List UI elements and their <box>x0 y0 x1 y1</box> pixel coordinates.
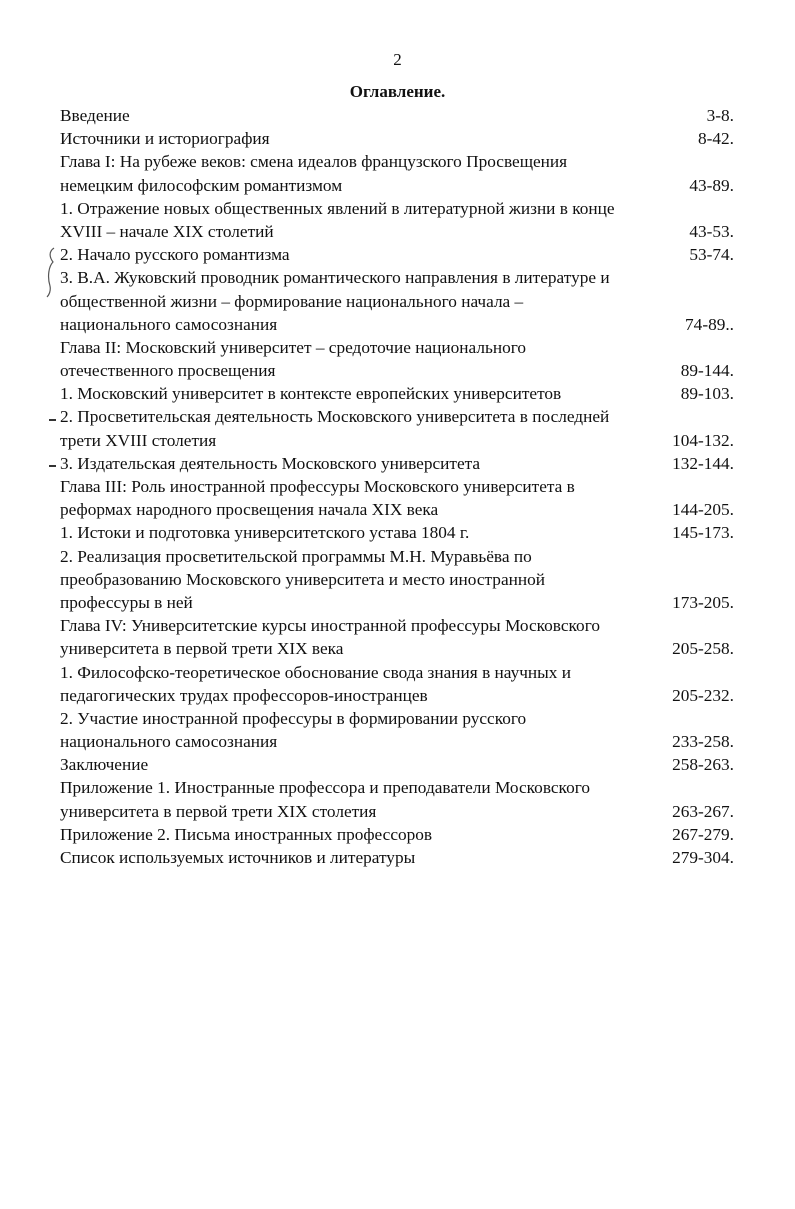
toc-entry-text: университета в первой трети XIX века <box>60 639 344 659</box>
toc-entry-text: Глава II: Московский университет – средоточие национального <box>60 337 527 357</box>
toc-line <box>60 174 734 197</box>
toc-entry-pages: 267-279. <box>672 824 734 844</box>
toc-entry-text: 2. Начало русского романтизма <box>60 245 290 265</box>
toc-line <box>60 591 734 614</box>
toc-entry-text: общественной жизни – формирование национального начала – <box>60 291 524 311</box>
toc-entry-text: XVIII – начале XIX столетий <box>60 221 274 241</box>
toc-entry-text: 2. Участие иностранной профессуры в формировании русского <box>60 708 527 728</box>
toc-entry-pages: 89-103. <box>680 384 734 404</box>
page-title: Оглавление. <box>349 82 446 101</box>
toc-entry-pages: 74-89.. <box>685 314 734 334</box>
toc-line <box>60 730 734 753</box>
toc-entry-text: немецким философским романтизмом <box>60 175 343 195</box>
toc-entry-text: 1. Философско-теоретическое обоснование свода знания в научных и <box>60 662 571 682</box>
table-of-contents <box>60 104 734 869</box>
toc-entry-pages: 132-144. <box>672 453 734 473</box>
toc-line <box>60 104 734 127</box>
toc-entry-text: национального самосознания <box>60 732 278 752</box>
toc-entry-pages: 43-89. <box>689 175 734 195</box>
toc-entry-pages: 43-53. <box>689 221 734 241</box>
toc-entry-pages: 258-263. <box>672 755 734 775</box>
toc-entry-text: педагогических трудах профессоров-иностранцев <box>60 685 428 705</box>
toc-line <box>60 684 734 707</box>
toc-line <box>60 776 734 799</box>
toc-entry-text: 3. В.А. Жуковский проводник романтического направления в литературе и <box>60 268 610 288</box>
page-number: 2 <box>393 50 402 69</box>
toc-entry-pages: 3-8. <box>706 106 734 125</box>
margin-dash-mark <box>49 465 56 467</box>
toc-line <box>60 846 734 869</box>
toc-line <box>60 521 734 544</box>
toc-entry-pages: 53-74. <box>689 245 734 265</box>
toc-entry-text: 2. Просветительская деятельность Московского университета в последней <box>60 407 610 427</box>
toc-line <box>60 336 734 359</box>
toc-entry-text: Глава IV: Университетские курсы иностранной профессуры Московского <box>60 616 600 636</box>
toc-line <box>60 150 734 173</box>
toc-entry-text: 1. Московский университет в контексте европейских университетов <box>60 384 562 404</box>
margin-dash-mark <box>49 419 56 421</box>
toc-entry-text: отечественного просвещения <box>60 361 276 381</box>
toc-entry-text: профессуры в ней <box>60 592 193 612</box>
toc-entry-pages: 279-304. <box>672 848 734 867</box>
toc-entry-pages: 8-42. <box>698 129 734 149</box>
toc-line <box>60 545 734 568</box>
toc-line <box>60 637 734 660</box>
toc-entry-text: Приложение 1. Иностранные профессора и преподаватели Московского <box>60 778 591 798</box>
toc-line <box>60 452 734 475</box>
toc-entry-pages: 145-173. <box>672 523 734 543</box>
toc-entry-text: Введение <box>60 106 130 125</box>
toc-line <box>60 800 734 823</box>
toc-entry-text: трети XVIII столетия <box>60 430 217 450</box>
toc-line <box>60 405 734 428</box>
toc-line <box>60 753 734 776</box>
toc-line <box>60 127 734 150</box>
toc-line <box>60 661 734 684</box>
toc-line <box>60 382 734 405</box>
toc-entry-pages: 233-258. <box>672 732 734 752</box>
toc-line <box>60 197 734 220</box>
toc-line <box>60 359 734 382</box>
toc-line <box>60 707 734 730</box>
toc-line <box>60 498 734 521</box>
toc-entry-text: Заключение <box>60 755 149 775</box>
toc-entry-text: 3. Издательская деятельность Московского университета <box>60 453 481 473</box>
toc-entry-pages: 173-205. <box>672 592 734 612</box>
toc-entry-text: Глава III: Роль иностранной профессуры Московского университета в <box>60 477 575 496</box>
toc-entry-pages: 104-132. <box>672 430 734 450</box>
toc-entry-text: университета в первой трети XIX столетия <box>60 801 377 821</box>
toc-entry-text: 2. Реализация просветительской программы М.Н. Муравьёва по <box>60 546 532 566</box>
toc-entry-pages: 89-144. <box>680 361 734 381</box>
toc-line <box>60 290 734 313</box>
toc-entry-pages: 144-205. <box>672 500 734 520</box>
toc-line <box>60 313 734 336</box>
toc-line <box>60 243 734 266</box>
toc-entry-text: преобразованию Московского университета и место иностранной <box>60 569 545 589</box>
toc-entry-text: 1. Отражение новых общественных явлений в литературной жизни в конце <box>60 198 615 218</box>
toc-entry-text: национального самосознания <box>60 314 278 334</box>
toc-entry-pages: 205-258. <box>672 639 734 659</box>
toc-entry-text: 1. Истоки и подготовка университетского устава 1804 г. <box>60 523 470 543</box>
toc-entry-text: Источники и историография <box>60 129 270 149</box>
margin-bracket-mark <box>44 246 58 298</box>
toc-line <box>60 568 734 591</box>
toc-entry-pages: 205-232. <box>672 685 734 705</box>
toc-entry-text: Приложение 2. Письма иностранных профессоров <box>60 824 433 844</box>
toc-line <box>60 614 734 637</box>
toc-entry-pages: 263-267. <box>672 801 734 821</box>
toc-line <box>60 475 734 498</box>
toc-entry-text: Список используемых источников и литературы <box>60 848 416 867</box>
toc-line <box>60 266 734 289</box>
toc-entry-text: Глава I: На рубеже веков: смена идеалов французского Просвещения <box>60 152 568 172</box>
toc-entry-text: реформах народного просвещения начала XIX века <box>60 500 439 520</box>
toc-line <box>60 823 734 846</box>
toc-line <box>60 220 734 243</box>
toc-line <box>60 429 734 452</box>
